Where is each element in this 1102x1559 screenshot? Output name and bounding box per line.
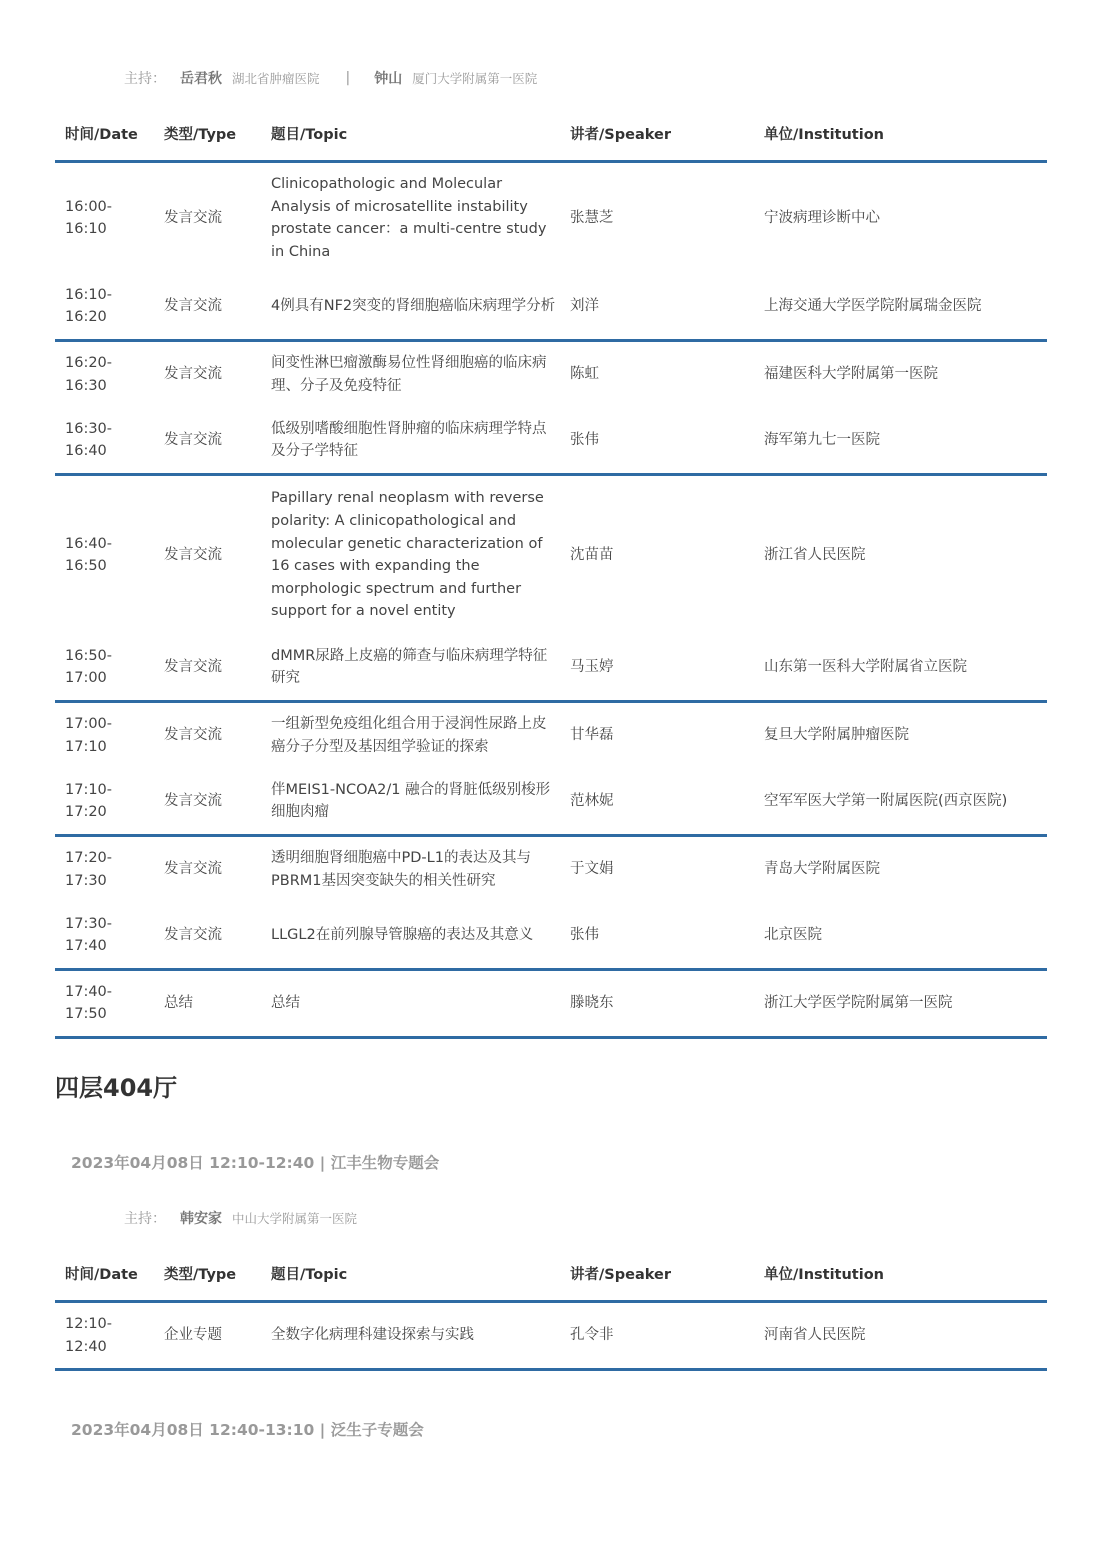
institution-cell: 福建医科大学附属第一医院 bbox=[764, 366, 938, 383]
speaker-cell: 范林妮 bbox=[560, 768, 754, 835]
chair-institution: 中山大学附属第一医院 bbox=[232, 1211, 358, 1226]
institution-cell: 复旦大学附属肿瘤医院 bbox=[764, 727, 909, 744]
speaker-cell: 张慧芝 bbox=[570, 209, 614, 226]
column-header-speaker: 讲者/Speaker bbox=[560, 106, 754, 162]
type-cell: 企业专题 bbox=[154, 1302, 261, 1370]
institution-cell: 河南省人民医院 bbox=[754, 1302, 1047, 1370]
time-cell: 16:30- 16:40 bbox=[55, 407, 154, 474]
time-cell: 12:10- 12:40 bbox=[55, 1302, 154, 1370]
chair-name: 钟山 bbox=[374, 71, 403, 87]
institution-cell: 宁波病理诊断中心 bbox=[764, 209, 880, 226]
speaker-cell: 甘华磊 bbox=[570, 727, 614, 744]
table-row bbox=[55, 407, 1047, 474]
column-header-date: 时间/Date bbox=[55, 106, 154, 162]
column-header-institution: 单位/Institution bbox=[754, 1246, 1047, 1302]
session1-chairs bbox=[124, 68, 537, 88]
column-header-type: 类型/Type bbox=[154, 106, 261, 162]
time-cell: 16:00- 16:10 bbox=[65, 198, 113, 238]
table-header-row bbox=[55, 106, 1047, 162]
hall-title: 四层404厅 bbox=[55, 1074, 178, 1102]
chair-name: 岳君秋 bbox=[180, 71, 222, 87]
column-header-type: 类型/Type bbox=[154, 1246, 261, 1302]
chair-institution: 厦门大学附属第一医院 bbox=[412, 71, 538, 86]
topic-cell: Papillary renal neoplasm with reverse polarity: A clinicopathological and molecular genetic characterization of 16 cases with expanding the morphologic spectrum and further support for a novel entity bbox=[271, 490, 544, 620]
speaker-cell: 滕晓东 bbox=[560, 969, 754, 1037]
topic-cell: 透明细胞肾细胞癌中PD-L1的表达及其与PBRM1基因突变缺失的相关性研究 bbox=[271, 850, 531, 889]
type-cell: 发言交流 bbox=[164, 546, 222, 563]
chair-label: 主持： bbox=[124, 1211, 166, 1227]
column-header-institution: 单位/Institution bbox=[754, 106, 1047, 162]
institution-cell: 上海交通大学医学院附属瑞金医院 bbox=[754, 273, 1047, 340]
topic-cell: 一组新型免疫组化组合用于浸润性尿路上皮癌分子分型及基因组学验证的探索 bbox=[271, 716, 547, 755]
time-cell: 17:20- 17:30 bbox=[65, 850, 113, 889]
table-row bbox=[55, 1302, 1047, 1370]
speaker-cell: 张伟 bbox=[560, 407, 754, 474]
type-cell: 发言交流 bbox=[154, 768, 261, 835]
type-cell: 发言交流 bbox=[154, 634, 261, 701]
institution-cell: 空军军医大学第一附属医院(西京医院) bbox=[754, 768, 1047, 835]
topic-cell: 全数字化病理科建设探索与实践 bbox=[261, 1302, 560, 1370]
topic-cell: 伴MEIS1-NCOA2/1 融合的肾脏低级别梭形细胞肉瘤 bbox=[261, 768, 560, 835]
topic-cell: 低级别嗜酸细胞性肾肿瘤的临床病理学特点及分子学特征 bbox=[261, 407, 560, 474]
topic-cell: 4例具有NF2突变的肾细胞癌临床病理学分析 bbox=[261, 273, 560, 340]
speaker-cell: 张伟 bbox=[560, 902, 754, 969]
type-cell: 发言交流 bbox=[164, 861, 222, 878]
type-cell: 发言交流 bbox=[164, 209, 222, 226]
topic-cell: 总结 bbox=[261, 969, 560, 1037]
time-cell: 17:10- 17:20 bbox=[55, 768, 154, 835]
time-cell: 16:40- 16:50 bbox=[65, 535, 113, 575]
speaker-cell: 孔令非 bbox=[560, 1302, 754, 1370]
type-cell: 发言交流 bbox=[154, 902, 261, 969]
institution-cell: 山东第一医科大学附属省立医院 bbox=[754, 634, 1047, 701]
table-row bbox=[55, 634, 1047, 701]
table-row bbox=[55, 273, 1047, 340]
time-cell: 17:40- 17:50 bbox=[55, 969, 154, 1037]
topic-cell: Clinicopathologic and Molecular Analysis of microsatellite instability prostate cancer：a multi-centre study in China bbox=[271, 176, 547, 260]
table-header-row bbox=[55, 1246, 1047, 1302]
speaker-cell: 沈苗苗 bbox=[570, 546, 614, 563]
speaker-cell: 刘洋 bbox=[560, 273, 754, 340]
type-cell: 发言交流 bbox=[164, 727, 222, 744]
time-cell: 17:30- 17:40 bbox=[55, 902, 154, 969]
type-cell: 总结 bbox=[154, 969, 261, 1037]
type-cell: 发言交流 bbox=[164, 366, 222, 383]
table-row bbox=[55, 835, 1047, 902]
institution-cell: 浙江省人民医院 bbox=[764, 546, 866, 563]
column-header-topic: 题目/Topic bbox=[261, 106, 560, 162]
table-row bbox=[55, 969, 1047, 1037]
type-cell: 发言交流 bbox=[154, 273, 261, 340]
speaker-cell: 马玉婷 bbox=[560, 634, 754, 701]
time-cell: 16:20- 16:30 bbox=[65, 355, 113, 394]
column-header-speaker: 讲者/Speaker bbox=[560, 1246, 754, 1302]
type-cell: 发言交流 bbox=[154, 407, 261, 474]
time-cell: 16:10- 16:20 bbox=[55, 273, 154, 340]
session2-schedule-table bbox=[55, 1246, 1047, 1371]
chair-name: 韩安家 bbox=[180, 1211, 222, 1227]
institution-cell: 浙江大学医学院附属第一医院 bbox=[754, 969, 1047, 1037]
institution-cell: 青岛大学附属医院 bbox=[764, 861, 880, 878]
table-row bbox=[55, 162, 1047, 274]
time-cell: 17:00- 17:10 bbox=[65, 716, 113, 755]
table-row bbox=[55, 340, 1047, 407]
chair-label: 主持： bbox=[124, 71, 166, 87]
chair-separator: | bbox=[345, 70, 351, 86]
table-row bbox=[55, 474, 1047, 634]
topic-cell: LLGL2在前列腺导管腺癌的表达及其意义 bbox=[261, 902, 560, 969]
session2-title: 2023年04月08日 12:10-12:40 | 江丰生物专题会 bbox=[71, 1154, 440, 1172]
chair-institution: 湖北省肿瘤医院 bbox=[232, 71, 320, 86]
column-header-topic: 题目/Topic bbox=[261, 1246, 560, 1302]
session1-schedule-table bbox=[55, 106, 1047, 1039]
table-row bbox=[55, 902, 1047, 969]
table-row bbox=[55, 768, 1047, 835]
institution-cell: 北京医院 bbox=[754, 902, 1047, 969]
topic-cell: 间变性淋巴瘤激酶易位性肾细胞癌的临床病理、分子及免疫特征 bbox=[271, 355, 547, 394]
column-header-date: 时间/Date bbox=[55, 1246, 154, 1302]
topic-cell: dMMR尿路上皮癌的筛查与临床病理学特征研究 bbox=[261, 634, 560, 701]
institution-cell: 海军第九七一医院 bbox=[754, 407, 1047, 474]
time-cell: 16:50- 17:00 bbox=[55, 634, 154, 701]
speaker-cell: 陈虹 bbox=[570, 366, 599, 383]
table-row bbox=[55, 701, 1047, 768]
session2-chairs bbox=[124, 1208, 357, 1228]
speaker-cell: 于文娟 bbox=[570, 861, 614, 878]
session3-title: 2023年04月08日 12:40-13:10 | 泛生子专题会 bbox=[71, 1421, 424, 1439]
